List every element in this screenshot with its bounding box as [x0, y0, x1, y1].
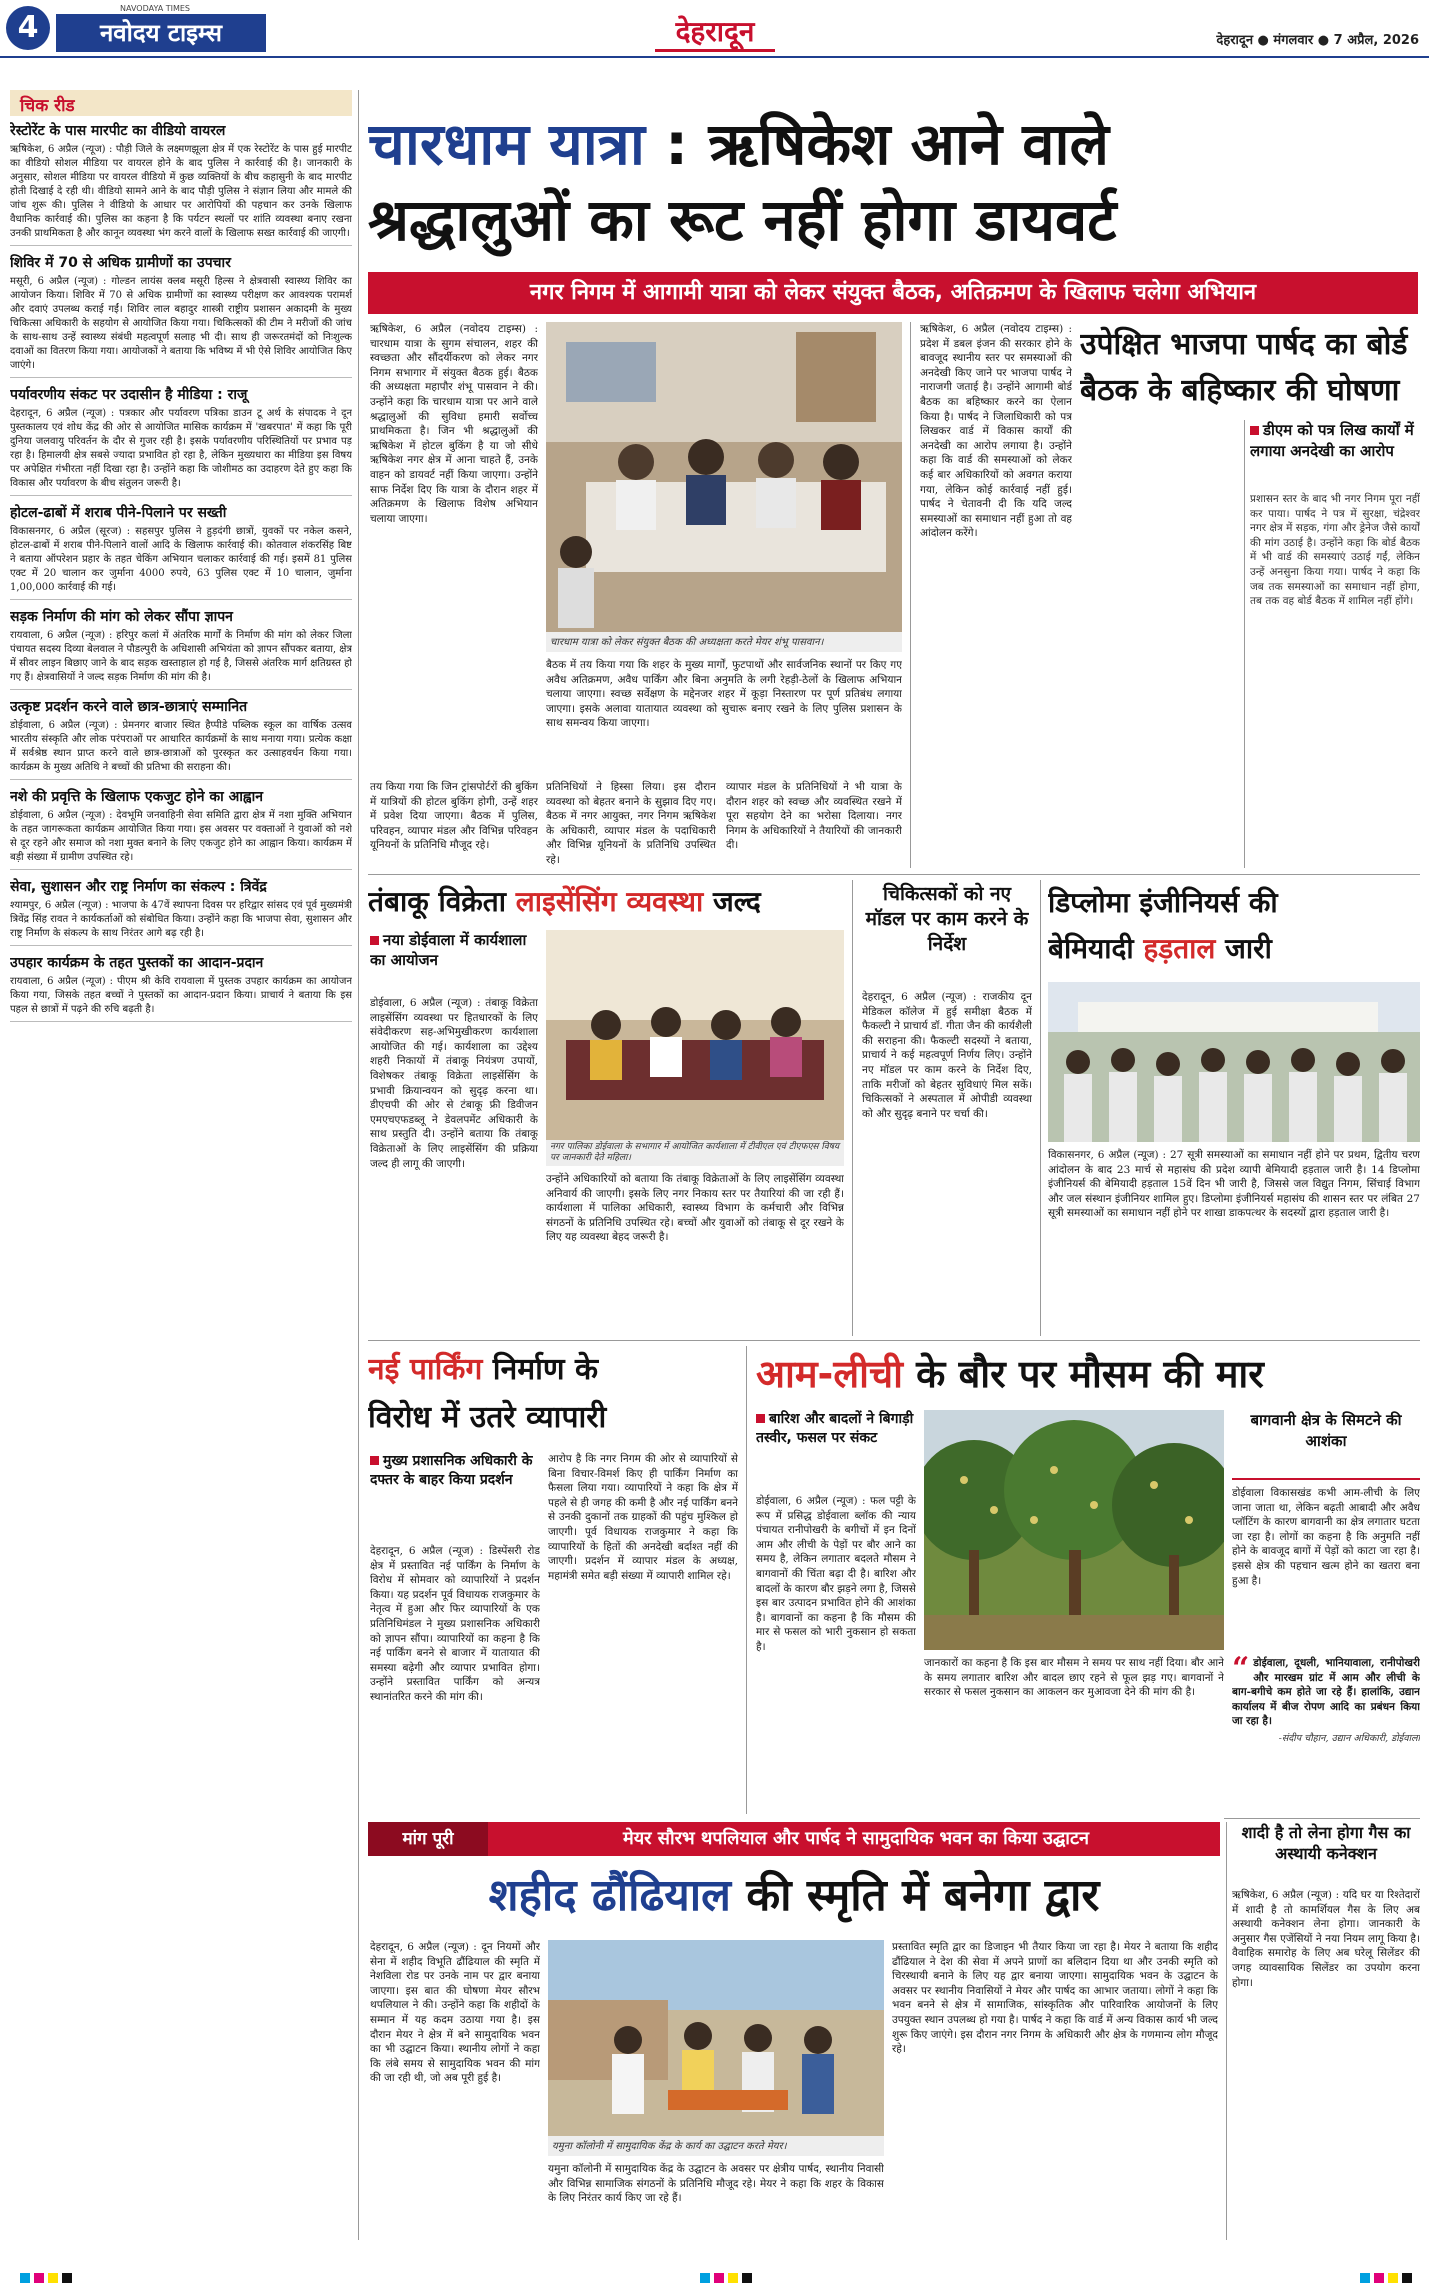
- bjp-body: ऋषिकेश, 6 अप्रैल (नवोदय टाइम्स) : प्रदेश में डबल इंजन की सरकार होने के बावजूद स्थानीय स्तर पर समस्याओं की अनदेखी किए जाने पर भाजपा पार्षद ने नाराजगी जताई है। उन्होंने आगामी बोर्ड बैठक का बहिष्कार करने का ऐलान किया है। पार्षद ने जिलाधिकारी को पत्र लिखकर वार्ड में विकास कार्यों की अनदेखी का आरोप लगाया है। उन्होंने कहा कि वार्ड की समस्याओं को लेकर कई बार अधिकारियों को अवगत कराया गया, लेकिन कोई कार्रवाई नहीं हुई। पार्षद ने चेतावनी दी कि यदि जल्द समस्याओं का समाधान नहीं हुआ तो वह आंदोलन करेंगे।: [920, 323, 1072, 540]
- lead-headline-part1: चारधाम यात्रा: [368, 110, 645, 178]
- lead-body-mid: बैठक में तय किया गया कि शहर के मुख्य मार्गों, फुटपाथों और सार्वजनिक स्थानों पर किए गए अवैध अतिक्रमण, अवैध पार्किंग और बिना अनुमति के लगी रेहड़ी-ठेलों के खिलाफ अभियान चलाया जाएगा। स्वच्छ सर्वेक्षण के मद्देनजर शहर में कूड़ा निस्तारण पर पूर्ण प्रतिबंध लगाया जाएगा। इसके अलावा यातायात व्यवस्था को सुचारू बनाए रखने के लिए पुलिस प्रशासन के साथ समन्वय किया जाएगा।: [546, 659, 902, 730]
- mango-quote: [1232, 1656, 1420, 1814]
- brief-body: रायवाला, 6 अप्रैल (न्यूज) : पीएम श्री केवि रायवाला में पुस्तक उपहार कार्यक्रम का आयोजन किया गया, जिसके तहत बच्चों ने पुस्तकों का आदान-प्रदान किया। प्राचार्य ने बताया कि इस पहल से छात्रों में पढ़ने की रुचि बढ़ती है।: [10, 976, 352, 1015]
- mango-body: डोईवाला, 6 अप्रैल (न्यूज) : फल पट्टी के रूप में प्रसिद्ध डोईवाला ब्लॉक की न्याय पंचायत रानीपोखरी के बगीचों में इन दिनों आम और लीची के पेड़ों पर बौर आने का समय है, लेकिन लगातार बदलते मौसम ने बागवानों की चिंता बढ़ा दी है। बारिश और बादलों के कारण बौर झड़ने लगा है, जिससे इस बार उत्पादन प्रभावित होने की आशंका है। बागवानों का कहना है कि मौसम की मार से फसल को भारी नुकसान हो सकता है।: [756, 1495, 916, 1653]
- brief-title: पर्यावरणीय संकट पर उदासीन है मीडिया : राजू: [10, 387, 248, 403]
- brief-title: उत्कृष्ट प्रदर्शन करने वाले छात्र-छात्राएं सम्मानित: [10, 699, 248, 715]
- dwar-photo-caption: यमुना कॉलोनी में सामुदायिक केंद्र के कार्य का उद्घाटन करते मेयर।: [548, 2136, 884, 2156]
- brief-item: [10, 254, 352, 378]
- tobacco-headline: [368, 880, 848, 926]
- row2-rule: [368, 1340, 1420, 1341]
- meeting-photo: [546, 322, 902, 632]
- doctors-right-rule: [1040, 880, 1041, 1336]
- bullet-square-icon: [1250, 426, 1259, 435]
- tobacco-photo-caption: नगर पालिका डोईवाला के सभागार में आयोजित कार्यशाला में टीवीएल एवं टीएफएस विषय पर जानकारी देते महिला।: [546, 1140, 844, 1166]
- inauguration-photo: [548, 1940, 884, 2136]
- diploma-headline-end: जारी: [1225, 932, 1272, 965]
- parking-body-2: आरोप है कि नगर निगम की ओर से व्यापारियों से बिना विचार-विमर्श किए ही पार्किंग निर्माण का फैसला लिया गया। व्यापारियों ने कहा कि क्षेत्र में पहले से ही जगह की कमी है और नई पार्किंग बनने से उनकी दुकानों तक ग्राहकों की पहुंच मुश्किल हो जाएगी। पूर्व विधायक राजकुमार ने कहा कि व्यापारियों के हितों की अनदेखी बर्दाश्त नहीं की जाएगी। प्रदर्शन में व्यापार मंडल के अध्यक्ष, महामंत्री समेत बड़ी संख्या में व्यापारी शामिल रहे।: [548, 1453, 738, 1582]
- tobacco-headline-red: लाइसेंसिंग व्यवस्था: [515, 885, 704, 918]
- brief-item: [10, 386, 352, 496]
- diploma-headline-red: हड़ताल: [1143, 932, 1216, 965]
- brief-item: [10, 878, 352, 946]
- lead-body-bottom-mid: प्रतिनिधियों ने हिस्सा लिया। इस दौरान व्यवस्था को बेहतर बनाने के सुझाव दिए गए। बैठक में नगर आयुक्त, नगर निगम ऋषिकेश के अधिकारी, व्यापार मंडल के पदाधिकारी और विभिन्न यूनियनों के प्रतिनिधि उपस्थित रहे।: [546, 781, 716, 866]
- bullet-square-icon: [370, 1456, 379, 1465]
- brief-body: देहरादून, 6 अप्रैल (न्यूज) : पत्रकार और पर्यावरण पत्रिका डाउन टू अर्थ के संपादक ने दून पुस्तकालय एवं शोध केंद्र की ओर से आयोजित मासिक कार्यक्रम में 'खबरपात' में कहा कि पूरी दुनिया जलवायु परिवर्तन के दौर से गुजर रही है। इसके पर्यावरणीय परिस्थितियों पर प्रभाव पड़ रहा है। हिमालयी क्षेत्र सबसे ज्यादा प्रभावित हो रहा है, लेकिन मुख्यधारा का मीडिया इस विषय पर अपेक्षित गंभीरता नहीं दिखा रहा है। उन्होंने कहा कि जोशीमठ का उदाहरण देते हुए कहा कि विकास और पर्यावरण के बीच संतुलन जरूरी है।: [10, 408, 352, 489]
- brief-item: [10, 788, 352, 870]
- tobacco-headline-black: तंबाकू विक्रेता: [368, 885, 506, 918]
- lead-body-left: ऋषिकेश, 6 अप्रैल (नवोदय टाइम्स) : चारधाम यात्रा के सुगम संचालन, शहर की स्वच्छता और सौंदर्यीकरण को लेकर नगर निगम सभागार में संयुक्त बैठक हुई। बैठक की अध्यक्षता महापौर शंभू पासवान ने की। उन्होंने कहा कि चारधाम यात्रा पर आने वाले श्रद्धालुओं की सुविधा हमारी सर्वोच्च प्राथमिकता है। जिन भी श्रद्धालुओं की ऋषिकेश में होटल बुकिंग है या जो सीधे ऋषिकेश नगर क्षेत्र में आना चाहते हैं, उनके वाहन को डायवर्ट नहीं किया जाएगा। उन्होंने साफ निर्देश दिए कि यात्रा के दौरान शहर में अतिक्रमण के खिलाफ विशेष अभियान चलाया जाएगा।: [370, 323, 538, 525]
- paper-tag: NAVODAYA TIMES: [120, 4, 191, 13]
- brief-title: उपहार कार्यक्रम के तहत पुस्तकों का आदान-प्रदान: [10, 955, 264, 971]
- lead-headline-line2: श्रद्धालुओं का रूट नहीं होगा डायवर्ट: [368, 186, 1117, 254]
- dwar-body-3: प्रस्तावित स्मृति द्वार का डिजाइन भी तैयार किया जा रहा है। मेयर ने बताया कि शहीद ढौंढियाल ने देश की सेवा में अपने प्राणों का बलिदान दिया था और उनकी स्मृति को चिरस्थायी बनाने के लिए यह द्वार बनाया जाएगा। सामुदायिक भवन के उद्घाटन के अवसर पर स्थानीय निवासियों ने मेयर और पार्षद का आभार जताया। लोगों ने कहा कि भवन बनने से क्षेत्र में सामाजिक, सांस्कृतिक और पारिवारिक आयोजनों के लिए उपयुक्त स्थान उपलब्ध हो गया है। पार्षद ने कहा कि वार्ड में अन्य विकास कार्य भी जल्द शुरू किए जाएंगे। इस दौरान नगर निगम के अधिकारी और क्षेत्र के गणमान्य लोग मौजूद रहे।: [892, 1941, 1218, 2056]
- lead-photo: [546, 322, 902, 652]
- brief-item: [10, 954, 352, 1022]
- bjp-headline: उपेक्षित भाजपा पार्षद का बोर्ड बैठक के बहिष्कार की घोषणा: [1080, 327, 1408, 408]
- lead-right-rule: [910, 322, 911, 868]
- tobacco-kicker-text: नया डोईवाला में कार्यशाला का आयोजन: [370, 931, 527, 969]
- mango-headline-red: आम-लीची: [756, 1352, 903, 1396]
- dwar-headline: [368, 1862, 1220, 1932]
- row1-rule: [368, 874, 1420, 875]
- tobacco-body-2: उन्होंने अधिकारियों को बताया कि तंबाकू विक्रेताओं के लिए लाइसेंसिंग व्यवस्था अनिवार्य की जाएगी। इसके लिए नगर निकाय स्तर पर तैयारियां की जा रही हैं। कार्यशाला में पालिका अधिकारी, स्वास्थ्य विभाग के कर्मचारी और विभिन्न संगठनों के प्रतिनिधि उपस्थित रहे। बच्चों और युवाओं को तंबाकू से दूर रखने के लिए यह व्यवस्था बेहद जरूरी है।: [546, 1173, 844, 1244]
- brief-body: मसूरी, 6 अप्रैल (न्यूज) : गोल्डन लायंस क्लब मसूरी हिल्स ने क्षेत्रवासी स्वास्थ्य शिविर का आयोजन किया। शिविर में 70 से अधिक ग्रामीणों का स्वास्थ्य परीक्षण कर आवश्यक परामर्श और दवाएं उपलब्ध कराई गईं। शिविर लाल बहादुर शास्त्री राष्ट्रीय प्रशासन अकादमी के मुख्य चिकित्सा अधिकारी के सहयोग से आयोजित किया गया। चिकित्सकों की टीम ने मरीजों की जांच के साथ-साथ उन्हें स्वास्थ्य संबंधी महत्वपूर्ण सलाह भी दी। साथ ही जरूरतमंदों को निःशुल्क दवाओं का वितरण किया गया। आयोजकों ने बताया कि भविष्य में भी ऐसे शिविर आयोजित किए जाएंगे।: [10, 276, 352, 371]
- left-column: [10, 90, 352, 2240]
- registration-marks: [0, 2271, 1429, 2284]
- parking-kicker-text: मुख्य प्रशासनिक अधिकारी के दफ्तर के बाहर किया प्रदर्शन: [370, 1453, 533, 1488]
- brief-body: रायवाला, 6 अप्रैल (न्यूज) : हरिपुर कलां में अंतरिक मार्गों के निर्माण की मांग को लेकर जिला पंचायत सदस्य दिव्या बेलवाल ने पौडल्पुरी के अधिशासी अभियंता को ज्ञापन सौंपकर बताया, क्षेत्र में सीवर लाइन बिछाए जाने के बाद सड़क खस्ताहाल हो गई है, जिससे अंतरिक मार्ग क्षतिग्रस्त हो गए हैं। क्षेत्रवासियों ने जल्द सड़क निर्माण की मांग की है।: [10, 630, 352, 683]
- brief-body: श्यामपुर, 6 अप्रैल (न्यूज) : भाजपा के 47वें स्थापना दिवस पर हरिद्वार सांसद एवं पूर्व मुख्यमंत्री त्रिवेंद्र सिंह रावत ने कार्यकर्ताओं को संबोधित किया। उन्होंने कहा कि भाजपा सेवा, सुशासन और राष्ट्र निर्माण के संकल्प के साथ निरंतर आगे बढ़ रही है।: [10, 900, 352, 939]
- dwar-band-text: मेयर सौरभ थपलियाल और पार्षद ने सामुदायिक भवन का किया उद्घाटन: [622, 1828, 1090, 1849]
- brief-body: डोईवाला, 6 अप्रैल (न्यूज) : देवभूमि जनवाहिनी सेवा समिति द्वारा क्षेत्र में नशा मुक्ति अभियान के तहत जागरूकता कार्यक्रम आयोजित किया गया। इस अवसर पर वक्ताओं ने युवाओं को नशे से दूर रहने और समाज को नशा मुक्त बनाने के लिए एकजुट होने का आह्वान किया। कार्यक्रम में बड़ी संख्या में ग्रामीण उपस्थित रहे।: [10, 810, 352, 863]
- brief-title: नशे की प्रवृत्ति के खिलाफ एकजुट होने का आह्वान: [10, 789, 264, 805]
- bjp-left-rule: [1244, 420, 1245, 868]
- dwar-body: देहरादून, 6 अप्रैल (न्यूज) : दून नियमों और सेना में शहीद विभूति ढौंढियाल की स्मृति में नेशविला रोड पर उनके नाम पर द्वार बनाया जाएगा। इस बात की घोषणा मेयर सौरभ थपलियाल ने की। उन्होंने कहा कि शहीदों के सम्मान में यह कदम उठाया गया है। इस दौरान मेयर ने क्षेत्र में बने सामुदायिक भवन का भी उद्घाटन किया। स्थानीय लोगों ने कहा कि लंबे समय से सामुदायिक भवन की मांग की जा रही थी, जो अब पूरी हुई है।: [370, 1941, 540, 2085]
- doctors-body: देहरादून, 6 अप्रैल (न्यूज) : राजकीय दून मेडिकल कॉलेज में हुई समीक्षा बैठक में फैकल्टी ने प्राचार्य डॉ. गीता जैन की कार्यशैली की सराहना की। फैकल्टी सदस्यों ने बताया, प्राचार्य ने कई महत्वपूर्ण निर्णय लिए। उन्होंने नए मॉडल पर काम करने के निर्देश दिए, ताकि मरीजों को बेहतर सुविधाएं मिल सकें। चिकित्सकों ने अस्पताल में ओपीडी व्यवस्था को और सुदृढ़ बनाने पर चर्चा की।: [862, 991, 1032, 1120]
- parking-headline-black: निर्माण के: [492, 1352, 599, 1387]
- brief-item: [10, 122, 352, 246]
- dwar-headline-blue: शहीद ढौंढियाल: [488, 1870, 732, 1921]
- quote-icon: “: [1232, 1656, 1250, 1686]
- dwar-body-2: यमुना कॉलोनी में सामुदायिक केंद्र के उद्घाटन के अवसर पर क्षेत्रीय पार्षद, स्थानीय निवासी और विभिन्न सामाजिक संगठनों के प्रतिनिधि मौजूद रहे। मेयर ने कहा कि शहर के विकास के लिए निरंतर कार्य किए जा रहे हैं।: [548, 2163, 884, 2205]
- parking-headline: [368, 1346, 740, 1446]
- bjp-kicker-text: डीएम को पत्र लिख कार्यों में लगाया अनदेखी का आरोप: [1250, 421, 1414, 460]
- diploma-headline: [1048, 880, 1420, 976]
- dwar-band-tag: मांग पूरी: [368, 1822, 488, 1856]
- section-label-chick-read: [10, 90, 352, 116]
- bullet-square-icon: [370, 936, 379, 945]
- brief-body: ऋषिकेश, 6 अप्रैल (न्यूज) : पौड़ी जिले के लक्ष्मणझूला क्षेत्र में एक रेस्टोरेंट के पास हुई मारपीट का वीडियो सोशल मीडिया पर वायरल होने के बाद पुलिस ने कार्रवाई की है। जानकारी के अनुसार, सोशल मीडिया पर वायरल वीडियो में कुछ व्यक्तियों के बीच कहासुनी के बाद मारपीट होती दिखाई दे रही थी। वीडियो सामने आने के बाद पौड़ी पुलिस ने संज्ञान लिया और मामले की जांच शुरू की। पुलिस ने वीडियो के आधार पर आरोपियों की पहचान कर उनके खिलाफ वैधानिक कार्रवाई की। पुलिस का कहना है कि पर्यटन स्थलों पर शांति व्यवस्था बनाए रखना उनकी प्राथमिकता है और कानून व्यवस्था भंग करने वालों के खिलाफ सख्त कार्रवाई की जाएगी।: [10, 144, 352, 239]
- brief-title: सड़क निर्माण की मांग को लेकर सौंपा ज्ञापन: [10, 609, 233, 625]
- doctors-headline: चिकित्सकों को नए मॉडल पर काम करने के निर्देश: [865, 883, 1029, 955]
- mango-orchard-photo: [924, 1410, 1224, 1650]
- brief-item: [10, 608, 352, 690]
- workshop-photo: [546, 930, 844, 1140]
- paper-name: नवोदय टाइम्स: [56, 14, 266, 52]
- page-number: 4: [6, 6, 50, 50]
- lead-headline: [368, 108, 1418, 268]
- mango-photo: [924, 1410, 1224, 1650]
- lead-body-bottom-right: व्यापार मंडल के प्रतिनिधियों ने भी यात्रा के दौरान शहर को स्वच्छ और व्यवस्थित रखने में पूरा सहयोग देने का भरोसा दिलाया। नगर निगम के अधिकारियों ने तैयारियों की जानकारी दी।: [726, 781, 902, 852]
- gas-body: ऋषिकेश, 6 अप्रैल (न्यूज) : यदि घर या रिश्तेदारों में शादी है तो कामर्शियल गैस के लिए अब अस्थायी कनेक्शन लेना होगा। जानकारी के अनुसार गैस एजेंसियों ने नया नियम लागू किया है। वैवाहिक समारोह के लिए अब घरेलू सिलेंडर की जगह व्यावसायिक सिलेंडर का उपयोग करना होगा।: [1232, 1889, 1420, 1989]
- bjp-body-right: प्रशासन स्तर के बाद भी नगर निगम पूरा नहीं कर पाया। पार्षद ने पत्र में सुरक्षा, चंद्रेश्वर नगर क्षेत्र में सड़क, गंगा और ड्रेनेज जैसे कार्यों की मांग उठाई है। उन्होंने कहा कि बोर्ड बैठक में भी वार्ड की समस्याएं उठाई गईं, लेकिन उन्हें अनसुना किया गया। पार्षद ने कहा कि जब तक समस्याओं का समाधान नहीं होगा, तब तक वह बोर्ड बैठक में शामिल नहीं होंगे।: [1250, 493, 1420, 608]
- diploma-photo: [1048, 982, 1420, 1142]
- tobacco-body: डोईवाला, 6 अप्रैल (न्यूज) : तंबाकू विक्रेता लाइसेंसिंग व्यवस्था पर हितधारकों के लिए संवेदीकरण सह-अभिमुखीकरण कार्यशाला आयोजित की गई। कार्यशाला का उद्देश्य शहरी निकायों में तंबाकू नियंत्रण उपायों, विशेषकर तंबाकू विक्रेता लाइसेंसिंग के प्रभावी क्रियान्वयन को सुदृढ़ करना था। डीएचपी की ओर से टंबाकू फ्री डिवीजन एमएचएफडब्लू ने डेवलपमेंट अधिकारी के साथ प्रस्तुति दी। उन्होंने बताया कि तंबाकू विक्रेताओं के लिए लाइसेंसिंग की प्रक्रिया जल्द ही लागू की जाएगी।: [370, 997, 538, 1170]
- diploma-headline-line1: डिप्लोमा इंजीनियर्स की: [1048, 886, 1278, 919]
- brief-body: विकासनगर, 6 अप्रैल (सूरज) : सहसपुर पुलिस ने हुड़दंगी छात्रों, युवकों पर नकेल कसने, होटल-ढाबों में शराब पीने-पिलाने वालों आदि के खिलाफ कार्रवाई की। कोतवाल शंकरसिंह बिष्ट ने बताया ऑपरेशन प्रहार के तहत चेकिंग अभियान चलाकर कार्रवाई की गई। इसमें 81 पुलिस एक्ट में 20 चालान कर जुर्माना 4000 रुपये, 63 पुलिस एक्ट में 10 चालान, जुर्माना 1,00,000 कार्रवाई की गई।: [10, 526, 352, 593]
- masthead: [0, 0, 1429, 58]
- tobacco-photo: [546, 930, 844, 1166]
- diploma-headline-black: बेमियादी: [1048, 932, 1134, 965]
- mango-headline: [756, 1346, 1420, 1402]
- parking-headline-line2: विरोध में उतरे व्यापारी: [368, 1400, 607, 1435]
- parking-body: देहरादून, 6 अप्रैल (न्यूज) : डिस्पेंसरी रोड क्षेत्र में प्रस्तावित नई पार्किंग के निर्माण के विरोध में सोमवार को व्यापारियों ने प्रदर्शन किया। यह प्रदर्शन पूर्व विधायक राजकुमार के नेतृत्व में हुआ और फिर व्यापारियों के एक प्रतिनिधिमंडल ने मुख्य प्रशासनिक अधिकारी को ज्ञापन सौंपा। व्यापारियों का कहना है कि नई पार्किंग बनने से बाजार में यातायात की समस्या बढ़ेगी और व्यापार प्रभावित होगा। उन्होंने प्रस्तावित पार्किंग को अन्यत्र स्थानांतरित करने की मांग की।: [370, 1545, 540, 1703]
- masthead-rule: [0, 56, 1429, 58]
- row3-rule: [1224, 1818, 1420, 1819]
- brief-item: [10, 504, 352, 600]
- mango-headline-black: के बौर पर मौसम की मार: [916, 1352, 1264, 1396]
- mango-quote-author: -संदीप चौहान, उद्यान अधिकारी, डोईवाला: [1278, 1732, 1420, 1744]
- mango-kicker-text: बारिश और बादलों ने बिगाड़ी तस्वीर, फसल पर संकट: [756, 1411, 914, 1446]
- lead-photo-caption: चारधाम यात्रा को लेकर संयुक्त बैठक की अध्यक्षता करते मेयर शंभू पासवान।: [546, 632, 902, 652]
- lead-headline-sep: :: [644, 110, 709, 178]
- brief-title: सेवा, सुशासन और राष्ट्र निर्माण का संकल्प : त्रिवेंद्र: [10, 879, 267, 895]
- mango-kicker: [756, 1410, 916, 1490]
- bullet-square-icon: [756, 1414, 765, 1423]
- brief-title: होटल-ढाबों में शराब पीने-पिलाने पर सख्ती: [10, 505, 227, 521]
- dwar-photo: [548, 1940, 884, 2156]
- tobacco-kicker: [370, 930, 538, 990]
- lead-subhead: नगर निगम में आगामी यात्रा को लेकर संयुक्त बैठक, अतिक्रमण के खिलाफ चलेगा अभियान: [368, 272, 1418, 314]
- parking-kicker: [370, 1452, 540, 1538]
- mango-side-body: डोईवाला विकासखंड कभी आम-लीची के लिए जाना जाता था, लेकिन बढ़ती आबादी और अवैध प्लॉटिंग के कारण बागवानी का क्षेत्र लगातार घटता जा रहा है। लोगों का कहना है कि अनुमति नहीं होने के बावजूद बागों में पेड़ों को काटा जा रहा है। इससे क्षेत्र की पहचान खत्म होने का खतरा बना हुआ है।: [1232, 1487, 1420, 1587]
- section-label-text: चिक रीड: [20, 96, 75, 116]
- mango-body-2: जानकारों का कहना है कि इस बार मौसम ने समय पर साथ नहीं दिया। बौर आने के समय लगातार बारिश और बादल छाए रहने से फूल झड़ गए। बागवानों ने सरकार से फसल नुकसान का आकलन कर मुआवजा देने की मांग की है।: [924, 1657, 1224, 1699]
- dwar-headline-black: की स्मृति में बनेगा द्वार: [746, 1870, 1100, 1921]
- diploma-body: विकासनगर, 6 अप्रैल (न्यूज) : 27 सूत्री समस्याओं का समाधान नहीं होने पर प्रथम, द्वितीय चरण आंदोलन के बाद 23 मार्च से महासंघ की प्रदेश व्यापी बेमियादी हड़ताल जारी है। 14 डिप्लोमा इंजीनियर्स की बेमियादी हड़ताल 15वें दिन भी जारी है, जिससे जल विद्युत निगम, सिंचाई विभाग और जल संस्थान इंजीनियर शामिल हुए। डिप्लोमा इंजीनियर्स महासंघ की शासन स्तर पर लंबित 27 सूत्री समस्याओं का समाधान नहीं होने पर शाखा डाकपत्थर के सदस्यों द्वारा हड़ताल जारी है।: [1048, 1149, 1420, 1220]
- mango-quote-text: डोईवाला, दूधली, भानियावाला, रानीपोखरी और मारखम ग्रांट में आम और लीची के बाग-बगीचे कम होते जा रहे हैं। हालांकि, उद्यान कार्यालय में बीज रोपण आदि का प्रबंधन किया जा रहा है।: [1232, 1657, 1420, 1728]
- brief-title: शिविर में 70 से अधिक ग्रामीणों का उपचार: [10, 255, 231, 271]
- gas-headline: शादी है तो लेना होगा गैस का अस्थायी कनेक्शन: [1241, 1823, 1411, 1863]
- gas-left-rule: [1226, 1822, 1227, 2240]
- bjp-kicker: [1250, 420, 1420, 484]
- left-column-rule: [358, 90, 359, 2240]
- lead-headline-part2: ऋषिकेश आने वाले: [708, 110, 1109, 178]
- brief-item: [10, 698, 352, 780]
- lead-body-bottom-left: तय किया गया कि जिन ट्रांसपोर्टरों की बुकिंग में यात्रियों की होटल बुकिंग होगी, उन्हें शहर में प्रवेश दिया जाएगा। बैठक में पुलिस, परिवहन, व्यापार मंडल और विभिन्न परिवहन यूनियनों के प्रतिनिधि मौजूद रहे।: [370, 781, 538, 852]
- tobacco-right-rule: [852, 880, 853, 1336]
- parking-headline-red: नई पार्किंग: [368, 1352, 483, 1387]
- dwar-band: [368, 1822, 1220, 1856]
- parking-right-rule: [746, 1346, 747, 1814]
- dateline: देहरादून ● मंगलवार ● 7 अप्रैल, 2026: [1216, 33, 1419, 48]
- brief-body: डोईवाला, 6 अप्रैल (न्यूज) : प्रेमनगर बाजार स्थित हैप्पीडे पब्लिक स्कूल का वार्षिक उत्सव भारतीय संस्कृति और लोक परंपराओं पर आधारित कार्यक्रमों के साथ मनाया गया। प्रत्येक कक्षा में सर्वश्रेष्ठ स्थान प्राप्त करने वाले छात्र-छात्राओं को पुरस्कृत कर उत्साहवर्धन किया गया। कार्यक्रम के मुख्य अतिथि ने बच्चों की प्रतिभा की सराहना की।: [10, 720, 352, 773]
- strike-photo: [1048, 982, 1420, 1142]
- section-label: देहरादून: [655, 12, 775, 52]
- color-registration-strip: [0, 2270, 1429, 2284]
- tobacco-headline-end: जल्द: [712, 885, 761, 918]
- mango-side-kicker: बागवानी क्षेत्र के सिमटने की आशंका: [1232, 1410, 1420, 1480]
- brief-title: रेस्टोरेंट के पास मारपीट का वीडियो वायरल: [10, 123, 226, 139]
